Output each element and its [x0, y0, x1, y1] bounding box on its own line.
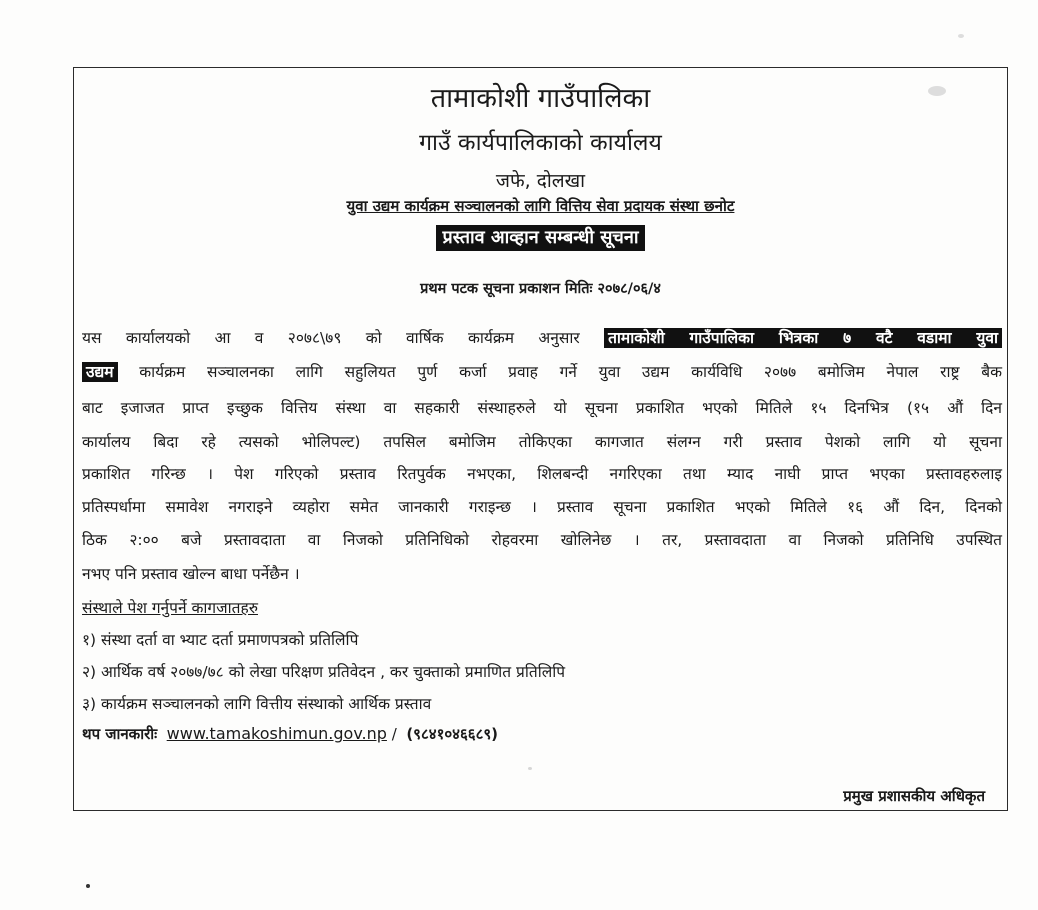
body-line-2-text: कार्यक्रम सञ्चालनका लागि सहुलियत पुर्ण कर्जा प्रवाह गर्ने युवा उद्यम कार्यविधि २०७७ बमोजिम नेपाल राष्ट्र बैक: [139, 363, 1002, 381]
body-line-4: कार्यालय बिदा रहे त्यसको भोलिपल्ट) तपसिल बमोजिम तोकिएका कागजात संलग्न गरी प्रस्ताव पेशको लागि यो सूचना: [82, 433, 1002, 451]
contact-label: थप जानकारीः: [82, 725, 158, 743]
requirements-heading: संस्थाले पेश गर्नुपर्ने कागजातहरु: [82, 599, 258, 617]
municipality-title: तामाकोशी गाउँपालिका: [430, 83, 651, 114]
body-line-6: प्रतिस्पर्धामा समावेश नगराइने व्यहोरा समेत जानकारी गराइन्छ । प्रस्ताव सूचना प्रकाशित भएको मितिले १६ औं दिन, दिनको: [82, 498, 1002, 516]
body-line-1: [82, 326, 1002, 348]
body-line-5: प्रकाशित गरिन्छ । पेश गरिएको प्रस्ताव रितपुर्वक नभएका, शिलबन्दी नगरिएका तथा म्याद नाघी प्राप्त भएका प्रस्तावहरुलाइ: [82, 465, 1002, 483]
requirement-item: १) संस्था दर्ता वा भ्याट दर्ता प्रमाणपत्रको प्रतिलिपि: [82, 631, 359, 649]
contact-info: [82, 724, 498, 744]
scan-smudge: [928, 86, 946, 96]
notice-title: [74, 225, 1007, 249]
scan-dot: [86, 884, 90, 888]
office-location: जफे, दोलखा: [495, 170, 586, 192]
body-line-1-text: यस कार्यालयको आ व २०७८\७९ को वार्षिक कार्यक्रम अनुसार: [82, 329, 580, 347]
notice-title-text: प्रस्ताव आव्हान सम्बन्धी सूचना: [436, 225, 644, 251]
body-line-3: बाट इजाजत प्राप्त इच्छुक वित्तिय संस्था वा सहकारी संस्थाहरुले यो सूचना प्रकाशित भएको मितिले १५ दिनभित्र (१५ औं दिन: [82, 399, 1002, 417]
notice-box: [73, 67, 1008, 811]
requirement-item: २) आर्थिक वर्ष २०७७/७८ को लेखा परिक्षण प्रतिवेदन , कर चुक्ताको प्रमाणित प्रतिलिपि: [82, 663, 566, 681]
highlight-program-area: तामाकोशी गाउँपालिका भित्रका ७ वटै वडामा युवा: [604, 328, 1002, 348]
signature-title: प्रमुख प्रशासकीय अधिकृत: [843, 787, 985, 805]
highlight-program-name: उद्यम: [82, 362, 118, 382]
phone-number: (९८४१०४६६८९): [406, 725, 499, 743]
body-line-2: [82, 360, 1002, 382]
body-line-8: नभए पनि प्रस्ताव खोल्न बाधा पर्नेछैन ।: [82, 565, 300, 583]
scan-speck: [958, 34, 964, 38]
requirement-item: ३) कार्यक्रम सञ्चालनको लागि वित्तीय संस्थाको आर्थिक प्रस्ताव: [82, 695, 432, 713]
website-link[interactable]: www.tamakoshimun.gov.np: [166, 724, 387, 743]
notice-subject-text: युवा उद्यम कार्यक्रम सञ्चालनको लागि वित्तिय सेवा प्रदायक संस्था छनोट: [346, 197, 735, 215]
notice-subject: [74, 196, 1007, 216]
body-line-7: ठिक २:०० बजे प्रस्तावदाता वा निजको प्रतिनिधिको रोहवरमा खोलिनेछ । तर, प्रस्तावदाता वा निजको प्रतिनिधि उपस्थित: [82, 531, 1002, 549]
scan-speck: [528, 767, 532, 770]
office-title: गाउँ कार्यपालिकाको कार्यालय: [419, 130, 662, 156]
publication-date: प्रथम पटक सूचना प्रकाशन मितिः २०७८/०६/४: [420, 281, 661, 297]
contact-separator: /: [391, 725, 397, 743]
